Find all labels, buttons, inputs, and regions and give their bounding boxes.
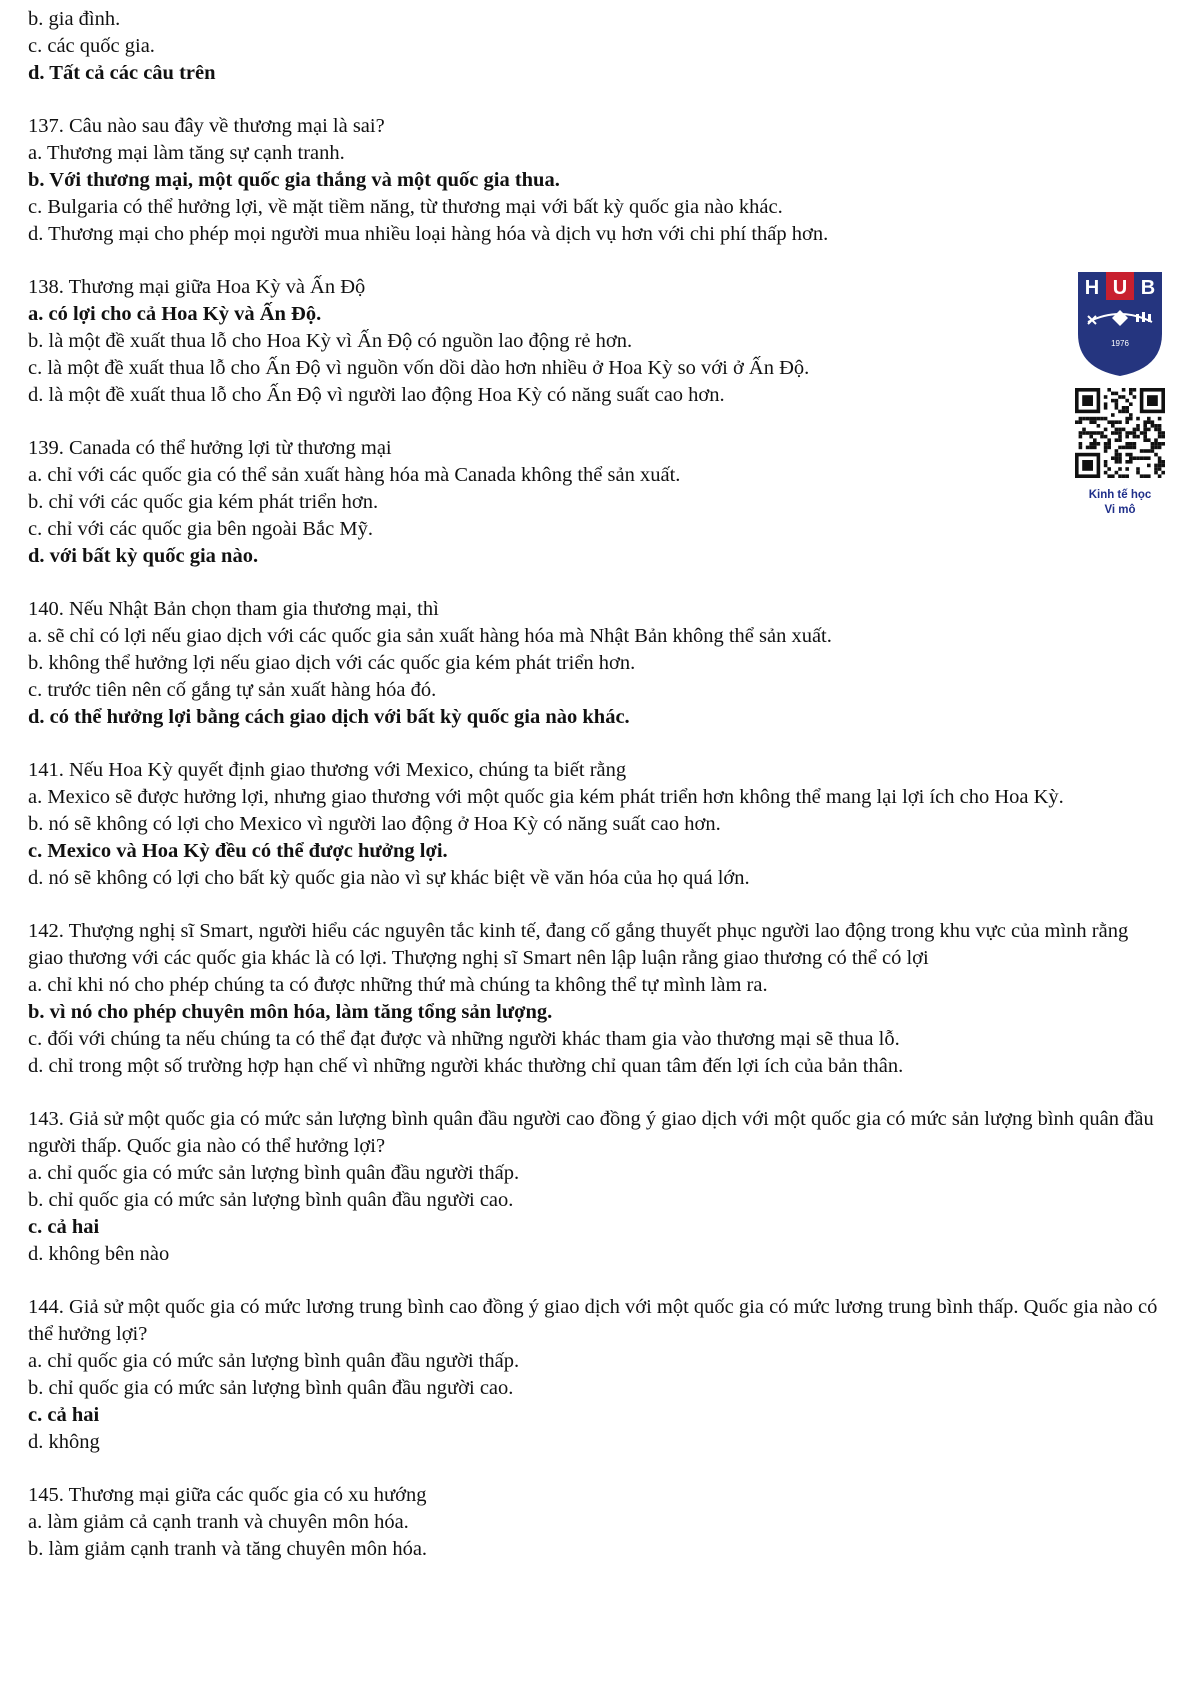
question-text: 143. Giả sử một quốc gia có mức sản lượng bình quân đầu người cao đồng ý giao dịch với một quốc gia có mức sản lượng bình quân đầu người thấp. Quốc gia nào có thể hưởng lợi?	[28, 1108, 1154, 1157]
logo-year: 1976	[1111, 339, 1129, 348]
question-block	[28, 918, 1168, 1080]
question-block	[28, 6, 1168, 87]
answer-option: b. là một đề xuất thua lỗ cho Hoa Kỳ vì Ấn Độ có nguồn lao động rẻ hơn.	[28, 330, 633, 352]
answer-option: c. cả hai	[28, 1404, 100, 1426]
answer-option: d. với bất kỳ quốc gia nào.	[28, 545, 259, 567]
question-block	[28, 1106, 1168, 1268]
answer-option: b. nó sẽ không có lợi cho Mexico vì người lao động ở Hoa Kỳ có năng suất cao hơn.	[28, 813, 721, 835]
question-text: 142. Thượng nghị sĩ Smart, người hiểu các nguyên tắc kinh tế, đang cố gắng thuyết phục người lao động trong khu vực của mình rằng giao thương với các quốc gia khác là có lợi. Thượng nghị sĩ Smart nên lập luận rằng giao thương có thể có lợi	[28, 920, 1129, 969]
question-text: 140. Nếu Nhật Bản chọn tham gia thương mại, thì	[28, 598, 439, 620]
answer-option: b. chỉ quốc gia có mức sản lượng bình quân đầu người cao.	[28, 1189, 514, 1211]
answer-option: c. trước tiên nên cố gắng tự sản xuất hàng hóa đó.	[28, 679, 437, 701]
document-body	[28, 6, 1168, 1563]
answer-option: d. nó sẽ không có lợi cho bất kỳ quốc gia nào vì sự khác biệt về văn hóa của họ quá lớn.	[28, 867, 750, 889]
answer-option: c. Mexico và Hoa Kỳ đều có thể được hưởng lợi.	[28, 840, 448, 862]
answer-option: b. gia đình.	[28, 8, 121, 30]
answer-option: b. không thể hưởng lợi nếu giao dịch với các quốc gia kém phát triển hơn.	[28, 652, 636, 674]
answer-option: a. chỉ quốc gia có mức sản lượng bình quân đầu người thấp.	[28, 1162, 520, 1184]
badge-caption-line1: Kinh tế học	[1088, 489, 1152, 501]
answer-option: b. Với thương mại, một quốc gia thắng và một quốc gia thua.	[28, 169, 560, 191]
badge-caption-line2: Vi mô	[1104, 504, 1136, 516]
question-text: 138. Thương mại giữa Hoa Kỳ và Ấn Độ	[28, 276, 366, 298]
question-text: 139. Canada có thể hưởng lợi từ thương mại	[28, 437, 392, 459]
answer-option: b. làm giảm cạnh tranh và tăng chuyên môn hóa.	[28, 1538, 428, 1560]
answer-option: d. không	[28, 1431, 100, 1453]
question-block	[28, 1482, 1168, 1563]
answer-option: b. chỉ với các quốc gia kém phát triển hơn.	[28, 491, 379, 513]
answer-option: a. sẽ chỉ có lợi nếu giao dịch với các quốc gia sản xuất hàng hóa mà Nhật Bản không thể sản xuất.	[28, 625, 832, 647]
hub-logo	[1074, 268, 1166, 378]
question-block	[28, 596, 1168, 731]
question-text: 141. Nếu Hoa Kỳ quyết định giao thương với Mexico, chúng ta biết rằng	[28, 759, 627, 781]
answer-option: c. chỉ với các quốc gia bên ngoài Bắc Mỹ.	[28, 518, 373, 540]
question-text: 145. Thương mại giữa các quốc gia có xu hướng	[28, 1484, 427, 1506]
answer-option: d. là một đề xuất thua lỗ cho Ấn Độ vì người lao động Hoa Kỳ có năng suất cao hơn.	[28, 384, 725, 406]
answer-option: a. làm giảm cả cạnh tranh và chuyên môn hóa.	[28, 1511, 409, 1533]
question-block	[28, 757, 1168, 892]
logo-letter-h: H	[1084, 277, 1100, 299]
answer-option: d. Thương mại cho phép mọi người mua nhiều loại hàng hóa và dịch vụ hơn với chi phí thấp hơn.	[28, 223, 829, 245]
answer-option: c. Bulgaria có thể hưởng lợi, về mặt tiềm năng, từ thương mại với bất kỳ quốc gia nào khác.	[28, 196, 783, 218]
answer-option: d. Tất cả các câu trên	[28, 62, 216, 84]
answer-option: b. chỉ quốc gia có mức sản lượng bình quân đầu người cao.	[28, 1377, 514, 1399]
answer-option: a. có lợi cho cả Hoa Kỳ và Ấn Độ.	[28, 303, 322, 325]
qr-code-icon	[1075, 388, 1165, 478]
answer-option: a. Mexico sẽ được hưởng lợi, nhưng giao thương với một quốc gia kém phát triển hơn không thể mang lại lợi ích cho Hoa Kỳ.	[28, 786, 1064, 808]
answer-option: a. chỉ với các quốc gia có thể sản xuất hàng hóa mà Canada không thể sản xuất.	[28, 464, 681, 486]
answer-option: c. các quốc gia.	[28, 35, 155, 57]
question-text: 144. Giả sử một quốc gia có mức lương trung bình cao đồng ý giao dịch với một quốc gia có mức lương trung bình thấp. Quốc gia nào có thể hưởng lợi?	[28, 1296, 1158, 1345]
logo-letter-b: B	[1140, 277, 1156, 299]
answer-option: c. là một đề xuất thua lỗ cho Ấn Độ vì nguồn vốn dồi dào hơn nhiều ở Hoa Kỳ so với ở Ấn Độ.	[28, 357, 810, 379]
logo-letter-u: U	[1112, 277, 1128, 299]
question-block	[28, 435, 1168, 570]
answer-option: a. chỉ khi nó cho phép chúng ta có được những thứ mà chúng ta không thể tự mình làm ra.	[28, 974, 768, 996]
answer-option: a. chỉ quốc gia có mức sản lượng bình quân đầu người thấp.	[28, 1350, 520, 1372]
answer-option: d. chỉ trong một số trường hợp hạn chế vì những người khác thường chỉ quan tâm đến lợi ích của bản thân.	[28, 1055, 904, 1077]
answer-option: b. vì nó cho phép chuyên môn hóa, làm tăng tổng sản lượng.	[28, 1001, 553, 1023]
answer-option: a. Thương mại làm tăng sự cạnh tranh.	[28, 142, 345, 164]
answer-option: d. không bên nào	[28, 1243, 170, 1265]
answer-option: c. đối với chúng ta nếu chúng ta có thể đạt được và những người khác tham gia vào thương mại sẽ thua lỗ.	[28, 1028, 900, 1050]
answer-option: d. có thể hưởng lợi bằng cách giao dịch với bất kỳ quốc gia nào khác.	[28, 706, 630, 728]
question-block	[28, 1294, 1168, 1456]
course-badge	[1066, 268, 1174, 516]
question-block	[28, 274, 1168, 409]
answer-option: c. cả hai	[28, 1216, 100, 1238]
question-text: 137. Câu nào sau đây về thương mại là sai?	[28, 115, 385, 137]
question-block	[28, 113, 1168, 248]
